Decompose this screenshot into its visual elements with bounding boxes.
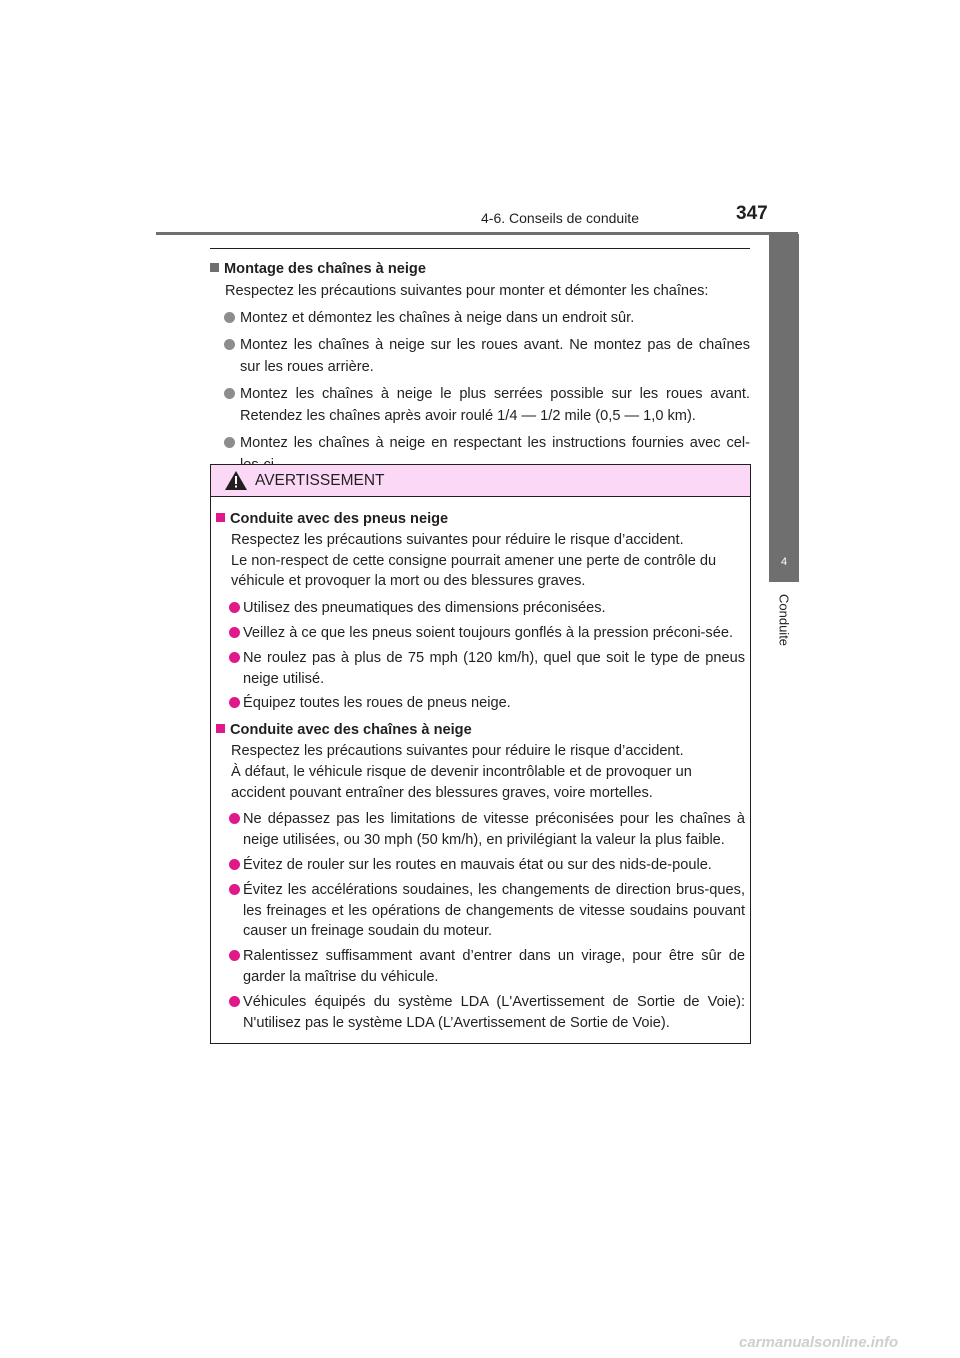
round-bullet-icon (229, 950, 240, 961)
round-bullet-icon (229, 602, 240, 613)
warning-section-heading: Conduite avec des pneus neige (216, 509, 745, 530)
round-bullet-icon (224, 312, 235, 323)
list-item: Montez les chaînes à neige sur les roues avant. Ne montez pas de chaînes sur les roues arrière. (210, 334, 750, 378)
content-divider (210, 248, 750, 249)
warning-title: AVERTISSEMENT (255, 472, 385, 489)
round-bullet-icon (224, 437, 235, 448)
round-bullet-icon (229, 813, 240, 824)
round-bullet-icon (224, 339, 235, 350)
snow-chains-intro: Respectez les précautions suivantes pour monter et démonter les chaînes: (225, 283, 709, 299)
list-item: Évitez de rouler sur les routes en mauvais état ou sur des nids-de-poule. (216, 855, 745, 876)
watermark-text: carmanualsonline.info (739, 1334, 899, 1351)
chapter-tab-label: Conduite (776, 594, 792, 647)
round-bullet-icon (229, 884, 240, 895)
page-number: 347 (736, 203, 768, 224)
list-item: Évitez les accélérations soudaines, les changements de direction brus-ques, les freinages et les opérations de changements de vitesse soudains pouvant causer un freinage soudain du moteur. (216, 880, 745, 942)
warning-list (216, 809, 745, 1033)
list-item: Montez et démontez les chaînes à neige dans un endroit sûr. (210, 307, 750, 329)
list-item: Ralentissez suffisamment avant d’entrer dans un virage, pour être sûr de garder la maîtrise du véhicule. (216, 946, 745, 988)
chapter-tab (769, 234, 799, 582)
snow-chains-list (210, 307, 750, 476)
round-bullet-icon (229, 996, 240, 1007)
round-bullet-icon (229, 652, 240, 663)
warning-intro-line: Respectez les précautions suivantes pour réduire le risque d’accident. (231, 742, 684, 759)
footer-watermark (0, 1326, 960, 1358)
warning-header (211, 465, 750, 497)
list-item: Ne dépassez pas les limitations de vitesse préconisées pour les chaînes à neige utilisées, ou 30 mph (50 km/h), en privilégiant la valeur la plus faible. (216, 809, 745, 851)
round-bullet-icon (229, 627, 240, 638)
list-item: Ne roulez pas à plus de 75 mph (120 km/h), quel que soit le type de pneus neige utilisé. (216, 648, 745, 690)
round-bullet-icon (229, 697, 240, 708)
list-item: Véhicules équipés du système LDA (L'Avertissement de Sortie de Voie): N'utilisez pas le système LDA (L’Avertissement de Sortie de Voie). (216, 992, 745, 1034)
list-item: Utilisez des pneumatiques des dimensions préconisées. (216, 598, 745, 619)
list-item: Équipez toutes les roues de pneus neige. (216, 693, 745, 714)
round-bullet-icon (224, 388, 235, 399)
round-bullet-icon (229, 859, 240, 870)
page-header (156, 196, 798, 236)
warning-body (211, 497, 750, 1033)
snow-chains-heading (210, 258, 750, 280)
header-divider (156, 232, 798, 235)
warning-list (216, 598, 745, 714)
section-title: 4-6. Conseils de conduite (481, 210, 639, 226)
square-bullet-icon (210, 263, 219, 272)
warning-box (210, 464, 751, 1044)
snow-chains-section (210, 258, 750, 476)
warning-intro-line: À défaut, le véhicule risque de devenir incontrôlable et de provoquer un accident pouvant entraîner des blessures graves, voire mortelles. (231, 763, 692, 801)
list-item: Montez les chaînes à neige en respectant les instructions fournies avec cel- (210, 432, 750, 476)
warning-triangle-icon (225, 471, 247, 490)
warning-section-heading: Conduite avec des chaînes à neige (216, 720, 745, 741)
square-bullet-icon (216, 513, 225, 522)
square-bullet-icon (216, 724, 225, 733)
chapter-tab-number: 4 (780, 556, 788, 568)
list-item: Montez les chaînes à neige le plus serrées possible sur les roues avant. Retendez les chaînes après avoir roulé 1/4 — 1/2 mile (0,5 — 1,0 km). (210, 383, 750, 427)
list-item: Veillez à ce que les pneus soient toujours gonflés à la pression préconi-sée. (216, 623, 745, 644)
snow-chains-title: Montage des chaînes à neige (224, 261, 426, 277)
warning-intro-line: Respectez les précautions suivantes pour réduire le risque d’accident. (231, 531, 684, 548)
warning-intro-line: Le non-respect de cette consigne pourrait amener une perte de contrôle du véhicule et provoquer la mort ou des blessures graves. (231, 552, 717, 590)
